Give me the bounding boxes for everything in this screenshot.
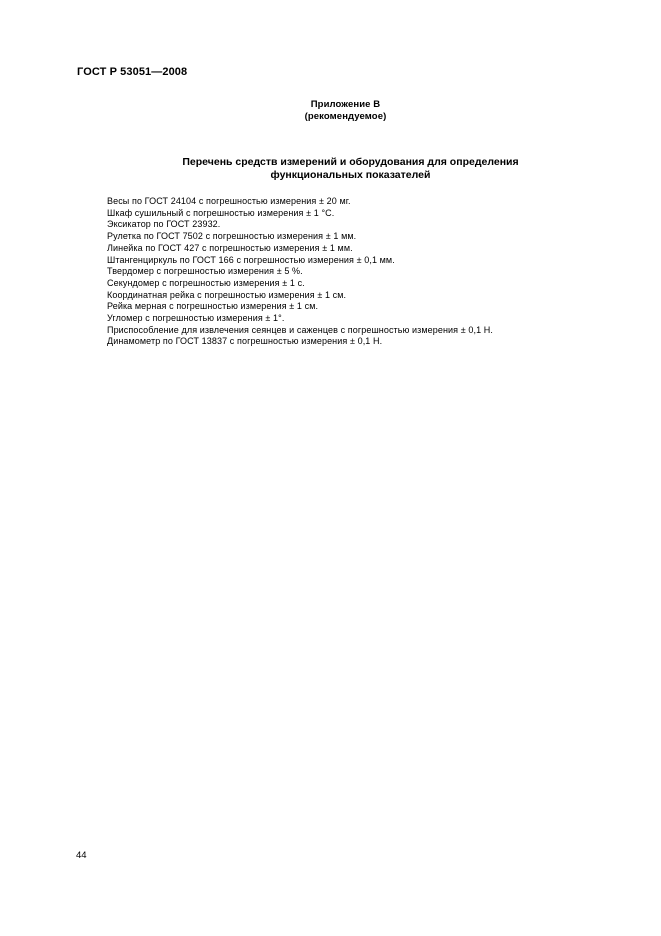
list-item: Рейка мерная с погрешностью измерения ± 1 см.: [107, 301, 319, 312]
list-item: Штангенциркуль по ГОСТ 166 с погрешностью измерения ± 0,1 мм.: [107, 254, 395, 265]
annex-status: (рекомендуемое): [304, 110, 387, 122]
list-item: Весы по ГОСТ 24104 с погрешностью измерения ± 20 мг.: [107, 196, 351, 206]
annex-heading: [0, 99, 661, 122]
standard-code: ГОСТ Р 53051—2008: [77, 66, 188, 78]
list-item: Эксикатор по ГОСТ 23932.: [107, 219, 221, 230]
page-number: 44: [76, 850, 87, 861]
annex-label: Приложение В: [310, 99, 381, 110]
list-item: Динамометр по ГОСТ 13837 с погрешностью измерения ± 0,1 Н.: [107, 336, 383, 347]
list-item: Линейка по ГОСТ 427 с погрешностью измерения ± 1 мм.: [107, 242, 353, 253]
list-item: Рулетка по ГОСТ 7502 с погрешностью измерения ± 1 мм.: [107, 231, 357, 242]
list-item: Твердомер с погрешностью измерения ± 5 %.: [107, 266, 303, 277]
list-item: Секундомер с погрешностью измерения ± 1 с.: [107, 277, 305, 288]
section-title-line-2: функциональных показателей: [270, 169, 431, 181]
list-item: Угломер с погрешностью измерения ± 1°.: [107, 313, 285, 324]
list-item: Приспособление для извлечения сеянцев и саженцев с погрешностью измерения ± 0,1 Н.: [107, 324, 493, 335]
list-item: Координатная рейка с погрешностью измерения ± 1 см.: [107, 289, 347, 300]
list-item: Шкаф сушильный с погрешностью измерения ± 1 °С.: [107, 207, 335, 218]
section-title-line-1: Перечень средств измерений и оборудования для определения: [182, 156, 519, 168]
section-title: [0, 156, 661, 182]
equipment-list: [107, 196, 493, 348]
